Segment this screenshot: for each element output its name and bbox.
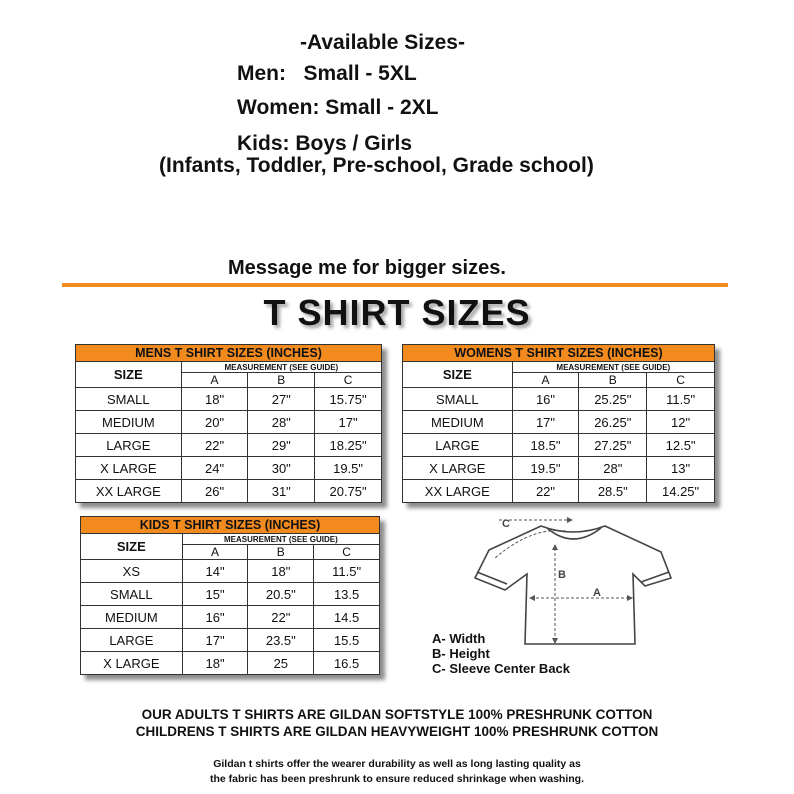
size-cell: MEDIUM bbox=[81, 606, 183, 629]
size-cell: SMALL bbox=[403, 388, 513, 411]
size-cell: LARGE bbox=[81, 629, 183, 652]
table-row bbox=[81, 560, 380, 583]
legend-height: B- Height bbox=[432, 646, 490, 661]
womens-col-b: B bbox=[579, 373, 647, 388]
kids-table-title: KIDS T SHIRT SIZES (INCHES) bbox=[81, 517, 380, 534]
size-cell: X LARGE bbox=[76, 457, 182, 480]
mens-size-header: SIZE bbox=[76, 362, 182, 388]
page-title: T SHIRT SIZES bbox=[263, 292, 531, 333]
kids-size-header: SIZE bbox=[81, 534, 183, 560]
kids-measurement-header: MEASUREMENT (SEE GUIDE) bbox=[182, 534, 379, 545]
table-row bbox=[76, 388, 382, 411]
b-cell: 31" bbox=[248, 480, 315, 503]
women-sizes-line: Women: Small - 2XL bbox=[237, 96, 439, 119]
a-cell: 22" bbox=[181, 434, 248, 457]
mens-table-title: MENS T SHIRT SIZES (INCHES) bbox=[76, 345, 382, 362]
table-row bbox=[81, 652, 380, 675]
c-cell: 17" bbox=[315, 411, 382, 434]
mens-size-table bbox=[75, 344, 382, 503]
size-cell: X LARGE bbox=[403, 457, 513, 480]
a-cell: 16" bbox=[512, 388, 579, 411]
legend-sleeve: C- Sleeve Center Back bbox=[432, 661, 571, 676]
c-cell: 11.5" bbox=[314, 560, 380, 583]
b-cell: 28.5" bbox=[579, 480, 647, 503]
b-cell: 28" bbox=[248, 411, 315, 434]
c-cell: 13.5 bbox=[314, 583, 380, 606]
mens-measurement-header: MEASUREMENT (SEE GUIDE) bbox=[181, 362, 381, 373]
c-cell: 11.5" bbox=[647, 388, 715, 411]
size-cell: X LARGE bbox=[81, 652, 183, 675]
a-cell: 17" bbox=[512, 411, 579, 434]
womens-table-title: WOMENS T SHIRT SIZES (INCHES) bbox=[403, 345, 715, 362]
size-cell: MEDIUM bbox=[76, 411, 182, 434]
table-row bbox=[81, 606, 380, 629]
table-row bbox=[403, 411, 715, 434]
b-cell: 25 bbox=[248, 652, 314, 675]
size-cell: XX LARGE bbox=[76, 480, 182, 503]
orange-divider bbox=[62, 283, 728, 287]
table-row bbox=[76, 457, 382, 480]
kids-col-b: B bbox=[248, 545, 314, 560]
kids-sizes-line: Kids: Boys / Girls bbox=[237, 132, 413, 155]
tshirt-guide-diagram bbox=[455, 512, 695, 652]
table-row bbox=[403, 388, 715, 411]
footer-note-line2: the fabric has been preshrunk to ensure reduced shrinkage when washing. bbox=[209, 773, 584, 785]
a-cell: 14" bbox=[182, 560, 248, 583]
b-cell: 29" bbox=[248, 434, 315, 457]
kids-size-table bbox=[80, 516, 380, 675]
a-cell: 16" bbox=[182, 606, 248, 629]
c-cell: 18.25" bbox=[315, 434, 382, 457]
c-cell: 14.5 bbox=[314, 606, 380, 629]
a-cell: 24" bbox=[181, 457, 248, 480]
kids-col-a: A bbox=[182, 545, 248, 560]
table-row bbox=[403, 480, 715, 503]
table-row bbox=[76, 434, 382, 457]
footer-adults-line: OUR ADULTS T SHIRTS ARE GILDAN SOFTSTYLE 100% PRESHRUNK COTTON bbox=[141, 707, 653, 722]
c-cell: 12.5" bbox=[647, 434, 715, 457]
table-row bbox=[76, 480, 382, 503]
b-cell: 25.25" bbox=[579, 388, 647, 411]
mens-col-c: C bbox=[315, 373, 382, 388]
label-c: C bbox=[502, 518, 510, 530]
table-row bbox=[81, 629, 380, 652]
a-cell: 19.5" bbox=[512, 457, 579, 480]
b-cell: 27.25" bbox=[579, 434, 647, 457]
a-cell: 18.5" bbox=[512, 434, 579, 457]
c-cell: 16.5 bbox=[314, 652, 380, 675]
size-cell: SMALL bbox=[76, 388, 182, 411]
c-cell: 15.75" bbox=[315, 388, 382, 411]
a-cell: 17" bbox=[182, 629, 248, 652]
b-cell: 26.25" bbox=[579, 411, 647, 434]
b-cell: 30" bbox=[248, 457, 315, 480]
size-cell: MEDIUM bbox=[403, 411, 513, 434]
footer-children-line: CHILDRENS T SHIRTS ARE GILDAN HEAVYWEIGHT 100% PRESHRUNK COTTON bbox=[135, 724, 659, 739]
a-cell: 18" bbox=[181, 388, 248, 411]
mens-col-a: A bbox=[181, 373, 248, 388]
size-cell: XS bbox=[81, 560, 183, 583]
womens-col-c: C bbox=[647, 373, 715, 388]
legend-width: A- Width bbox=[432, 631, 486, 646]
table-row bbox=[403, 457, 715, 480]
womens-col-a: A bbox=[512, 373, 579, 388]
men-sizes-line: Men: Small - 5XL bbox=[237, 62, 417, 85]
b-cell: 28" bbox=[579, 457, 647, 480]
kids-col-c: C bbox=[314, 545, 380, 560]
table-row bbox=[76, 411, 382, 434]
a-cell: 15" bbox=[182, 583, 248, 606]
mens-col-b: B bbox=[248, 373, 315, 388]
size-cell: XX LARGE bbox=[403, 480, 513, 503]
womens-measurement-header: MEASUREMENT (SEE GUIDE) bbox=[512, 362, 714, 373]
label-b: B bbox=[558, 569, 566, 581]
available-sizes-heading: -Available Sizes- bbox=[300, 31, 465, 54]
b-cell: 22" bbox=[248, 606, 314, 629]
size-cell: LARGE bbox=[403, 434, 513, 457]
c-cell: 12" bbox=[647, 411, 715, 434]
size-cell: SMALL bbox=[81, 583, 183, 606]
womens-size-header: SIZE bbox=[403, 362, 513, 388]
c-cell: 15.5 bbox=[314, 629, 380, 652]
c-cell: 20.75" bbox=[315, 480, 382, 503]
a-cell: 22" bbox=[512, 480, 579, 503]
womens-size-table bbox=[402, 344, 715, 503]
b-cell: 18" bbox=[248, 560, 314, 583]
table-row bbox=[81, 583, 380, 606]
b-cell: 23.5" bbox=[248, 629, 314, 652]
a-cell: 26" bbox=[181, 480, 248, 503]
tshirt-outline-icon bbox=[475, 526, 671, 644]
c-cell: 13" bbox=[647, 457, 715, 480]
c-cell: 19.5" bbox=[315, 457, 382, 480]
table-row bbox=[403, 434, 715, 457]
footer-note-line1: Gildan t shirts offer the wearer durability as well as long lasting quality as bbox=[213, 758, 581, 770]
bigger-sizes-message: Message me for bigger sizes. bbox=[228, 257, 506, 279]
b-cell: 20.5" bbox=[248, 583, 314, 606]
c-cell: 14.25" bbox=[647, 480, 715, 503]
a-cell: 18" bbox=[182, 652, 248, 675]
b-cell: 27" bbox=[248, 388, 315, 411]
a-cell: 20" bbox=[181, 411, 248, 434]
size-cell: LARGE bbox=[76, 434, 182, 457]
kids-categories-line: (Infants, Toddler, Pre-school, Grade school) bbox=[159, 154, 594, 177]
label-a: A bbox=[593, 587, 601, 599]
